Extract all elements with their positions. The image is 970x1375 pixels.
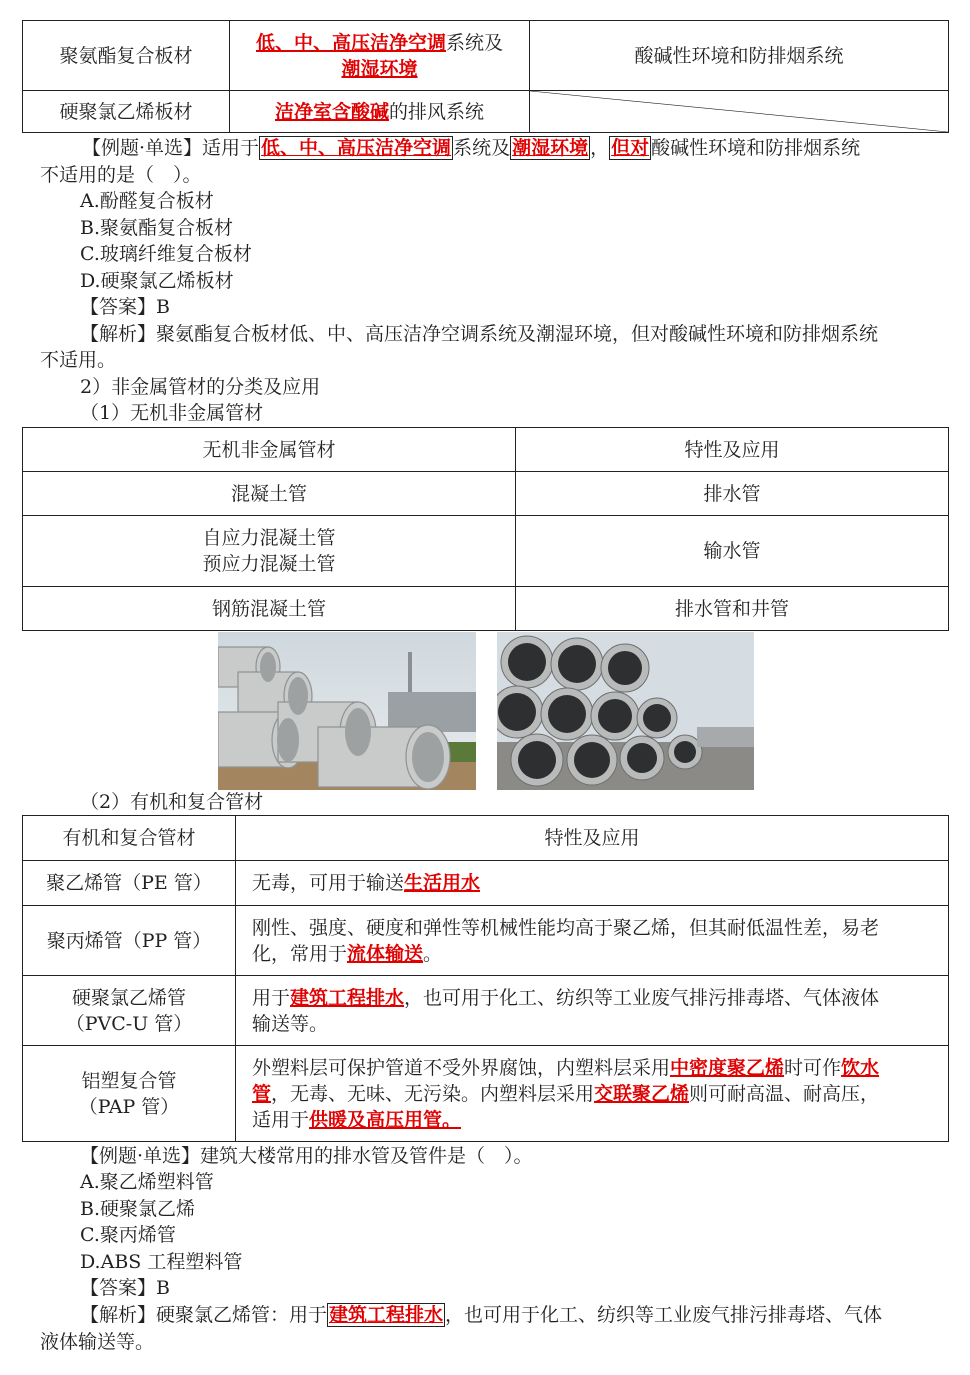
table3-row4-type: 铝塑复合管 （PAP 管） <box>23 1046 236 1142</box>
q2-stem: 【例题·单选】建筑大楼常用的排水管及管件是（ ）。 <box>80 1145 533 1167</box>
inorganic-pipe-table <box>22 427 949 631</box>
table3-row3-usage: 用于建筑工程排水，也可用于化工、纺织等工业废气排污排毒塔、气体液体 输送等。 <box>236 976 949 1046</box>
q2-option-b: B.硬聚氯乙烯 <box>80 1198 196 1220</box>
sheet-material-table <box>22 20 949 133</box>
table3-row4-usage: 外塑料层可保护管道不受外界腐蚀，内塑料层采用中密度聚乙烯时可作饮水 管，无毒、无味、无污染。内塑料层采用交联聚乙烯则可耐高温、耐高压， 适用于供暖及高压用管。 <box>236 1046 949 1142</box>
q2-answer: 【答案】B <box>80 1277 170 1299</box>
table1-row1-application: 低、中、高压洁净空调系统及 潮湿环境 <box>230 21 530 91</box>
q1-analysis-line1: 【解析】聚氨酯复合板材低、中、高压洁净空调系统及潮湿环境，但对酸碱性环境和防排烟系统 <box>80 323 879 345</box>
q1-option-c: C.玻璃纤维复合板材 <box>80 243 252 265</box>
q2-analysis-line1: 【解析】硬聚氯乙烯管：用于 建筑工程排水 ，也可用于化工、纺织等工业废气排污排毒塔、气体 <box>80 1304 883 1326</box>
table2-row2-type: 自应力混凝土管 预应力混凝土管 <box>23 516 516 587</box>
table2-row2-usage: 输水管 <box>516 516 949 587</box>
concrete-pipes-photo-1 <box>218 632 476 790</box>
table3-header-usage: 特性及应用 <box>236 816 949 861</box>
q2-analysis-line2: 液体输送等。 <box>40 1331 155 1353</box>
subsection-inorganic: （1）无机非金属管材 <box>80 402 264 424</box>
table3-row1-usage: 无毒，可用于输送生活用水 <box>236 861 949 906</box>
table2-row1-type: 混凝土管 <box>23 472 516 516</box>
subsection-organic: （2）有机和复合管材 <box>80 791 264 813</box>
concrete-pipes-photo-2 <box>497 632 754 790</box>
table1-row2-name: 硬聚氯乙烯板材 <box>23 91 230 133</box>
section-heading: 2）非金属管材的分类及应用 <box>80 376 321 398</box>
table2-row3-usage: 排水管和井管 <box>516 587 949 631</box>
table1-row2-application: 洁净室含酸碱的排风系统 <box>230 91 530 133</box>
table3-row2-usage: 刚性、强度、硬度和弹性等机械性能均高于聚乙烯，但其耐低温性差，易老 化，常用于流体输送。 <box>236 906 949 976</box>
organic-pipe-table <box>22 815 949 1142</box>
q1-analysis-line2: 不适用。 <box>40 349 117 371</box>
q2-option-c: C.聚丙烯管 <box>80 1224 176 1246</box>
q1-answer: 【答案】B <box>80 296 170 318</box>
q1-option-b: B.聚氨酯复合板材 <box>80 217 234 239</box>
table2-row3-type: 钢筋混凝土管 <box>23 587 516 631</box>
table3-row3-type: 硬聚氯乙烯管 （PVC-U 管） <box>23 976 236 1046</box>
table2-header-type: 无机非金属管材 <box>23 428 516 472</box>
q2-option-d: D.ABS 工程塑料管 <box>80 1251 243 1273</box>
q2-option-a: A.聚乙烯塑料管 <box>80 1171 214 1193</box>
table3-header-type: 有机和复合管材 <box>23 816 236 861</box>
table2-header-usage: 特性及应用 <box>516 428 949 472</box>
q1-option-d: D.硬聚氯乙烯板材 <box>80 270 234 292</box>
table1-row1-name: 聚氨酯复合板材 <box>23 21 230 91</box>
table1-row1-unsuitable: 酸碱性环境和防排烟系统 <box>530 21 949 91</box>
table2-row1-usage: 排水管 <box>516 472 949 516</box>
table1-row2-empty-diagonal <box>530 91 949 133</box>
table3-row2-type: 聚丙烯管（PP 管） <box>23 906 236 976</box>
q1-stem-line1: 【例题·单选】适用于 低、中、高压洁净空调 系统及 潮湿环境 ， 但对 酸碱性环境和防排烟系统 <box>82 137 861 159</box>
q1-stem-line2: 不适用的是（ ）。 <box>40 164 202 186</box>
table3-row1-type: 聚乙烯管（PE 管） <box>23 861 236 906</box>
q1-option-a: A.酚醛复合板材 <box>80 190 214 212</box>
